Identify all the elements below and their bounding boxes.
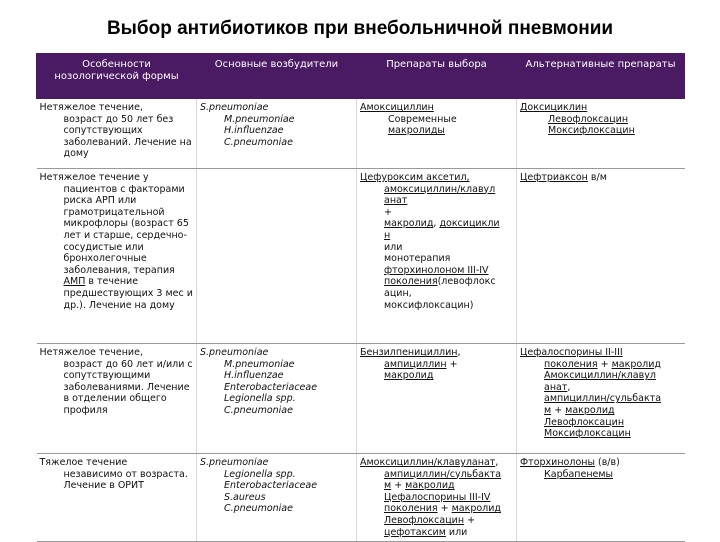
drug-text: (левофлокс: [437, 276, 496, 288]
drug-link[interactable]: м: [384, 480, 392, 492]
drug-link[interactable]: Фторхинолоны: [520, 457, 595, 468]
table-row: [37, 344, 685, 454]
pathogen: M.pneumoniae: [224, 358, 295, 370]
drug-link[interactable]: поколения: [384, 276, 438, 288]
drug-link[interactable]: Левофлоксацин: [548, 113, 629, 125]
drug-link[interactable]: ампициллин: [384, 358, 447, 370]
pathogen: S.pneumoniae: [200, 347, 269, 358]
choice-cell: [357, 99, 517, 169]
antibiotics-table: [36, 53, 685, 542]
drug-link[interactable]: Цефтриаксон: [520, 172, 588, 183]
drug-link[interactable]: макролид: [384, 370, 434, 382]
drug-text: +: [446, 358, 458, 370]
alternative-cell: [517, 454, 685, 542]
drug-link[interactable]: фторхинолоном III-IV: [384, 264, 489, 276]
drug-link[interactable]: поколения: [384, 503, 438, 515]
page-title: Выбор антибиотиков при внебольничной пневмонии: [106, 18, 614, 39]
header-alternative-drugs: Альтернативные препараты: [517, 54, 685, 99]
drug-link[interactable]: амоксициллин/клавул: [384, 183, 496, 195]
pathogen: Enterobacteriaceae: [224, 480, 318, 492]
drug-text: моксифлоксацин): [384, 299, 474, 311]
drug-link[interactable]: ампициллин/сульбакта: [384, 468, 502, 480]
condition-cell: [37, 169, 197, 344]
drug-link[interactable]: Цефалоспорины II-III: [520, 347, 623, 358]
drug-link[interactable]: м: [544, 404, 552, 416]
pathogens-cell: [197, 454, 357, 542]
header-nosological-form: Особенности нозологической формы: [37, 54, 197, 99]
choice-cell: [357, 344, 517, 454]
drug-link[interactable]: Карбапенемы: [544, 468, 614, 480]
alternative-cell: [517, 169, 685, 344]
pathogen: C.pneumoniae: [224, 404, 293, 416]
drug-link[interactable]: цефотаксим: [384, 526, 446, 538]
drug-link[interactable]: макролид: [451, 503, 501, 515]
drug-link[interactable]: Амоксициллин: [360, 102, 434, 113]
pathogens-cell: [197, 99, 357, 169]
condition-cell: [37, 454, 197, 542]
condition-text: пациентов с факторами риска АРП или грамотрицательной микрофлоры (возраст 65 лет и старше, сердечно-сосудистые или бронхолегочные заболевания, терапия: [63, 183, 189, 276]
drug-link[interactable]: Моксифлоксацин: [544, 428, 631, 440]
drug-text: монотерапия: [384, 253, 451, 265]
drug-link[interactable]: макролид: [565, 404, 615, 416]
condition-text: Нетяжелое течение у: [39, 172, 149, 183]
pathogens-cell: [197, 169, 357, 344]
drug-link[interactable]: анат: [384, 195, 408, 207]
drug-text: +: [464, 514, 476, 526]
drug-text: +: [551, 404, 566, 416]
drug-link[interactable]: Доксициклин: [520, 102, 588, 113]
table-header-row: [37, 54, 685, 99]
header-main-pathogens: Основные возбудители: [197, 54, 357, 99]
table-row: [37, 169, 685, 344]
drug-link[interactable]: макролид: [405, 480, 455, 492]
drug-link[interactable]: Бензилпенициллин: [360, 347, 458, 358]
pathogen: Legionella spp.: [224, 468, 296, 480]
drug-text: +: [437, 503, 452, 515]
drug-link[interactable]: Левофлоксацин: [384, 514, 465, 526]
header-drugs-of-choice: Препараты выбора: [357, 54, 517, 99]
drug-text: ,: [495, 457, 499, 468]
pathogen: Legionella spp.: [224, 393, 296, 405]
amp-link[interactable]: АМП: [63, 276, 86, 288]
drug-link[interactable]: н: [384, 229, 391, 241]
drug-link[interactable]: Амоксициллин/клавуланат: [360, 457, 496, 468]
pathogen: S.pneumoniae: [200, 102, 269, 113]
drug-link[interactable]: Левофлоксацин: [544, 416, 625, 428]
alternative-cell: [517, 99, 685, 169]
drug-link[interactable]: Цефалоспорины III-IV: [384, 491, 491, 503]
drug-text: в/м: [587, 172, 607, 183]
pathogen: S.pneumoniae: [200, 457, 269, 468]
pathogen: H.influenzae: [224, 370, 284, 382]
choice-cell: [357, 454, 517, 542]
drug-link[interactable]: Амоксициллин/клавул: [544, 370, 656, 382]
alternative-cell: [517, 344, 685, 454]
condition-text: Нетяжелое течение,: [39, 347, 143, 358]
condition-text: Тяжелое течение: [39, 457, 128, 468]
drug-link[interactable]: поколения: [544, 358, 598, 370]
drug-text: (в/в): [594, 457, 620, 468]
drug-text: Современные: [388, 113, 457, 125]
drug-text: +: [597, 358, 612, 370]
table-row: [37, 454, 685, 542]
drug-link[interactable]: Цефуроксим аксетил,: [360, 172, 470, 183]
drug-text: +: [384, 206, 392, 218]
drug-link[interactable]: Моксифлоксацин: [548, 125, 635, 137]
pathogen: S.aureus: [224, 491, 266, 503]
drug-text: или: [384, 241, 403, 253]
condition-text: возраст до 50 лет без сопутствующих заболеваний. Лечение на дому: [63, 113, 192, 160]
condition-text: независимо от возраста. Лечение в ОРИТ: [63, 468, 188, 492]
pathogen: C.pneumoniae: [224, 503, 293, 515]
drug-link[interactable]: макролиды: [388, 125, 445, 137]
drug-text: или: [445, 526, 468, 538]
condition-text: возраст до 60 лет и/или с сопутствующими заболеваниями. Лечение в отделении общего профиля: [63, 358, 193, 416]
drug-link[interactable]: ампициллин/сульбакта: [544, 393, 662, 405]
drug-text: ,: [457, 347, 461, 358]
pathogen: Enterobacteriaceae: [224, 381, 318, 393]
drug-text: ,: [433, 218, 440, 230]
table-row: [37, 99, 685, 169]
drug-text: ацин,: [384, 287, 412, 299]
drug-link[interactable]: макролид: [384, 218, 434, 230]
pathogen: M.pneumoniae: [224, 113, 295, 125]
drug-link[interactable]: макролид: [611, 358, 661, 370]
condition-cell: [37, 344, 197, 454]
pathogens-cell: [197, 344, 357, 454]
drug-text: ,: [567, 381, 571, 393]
drug-text: +: [391, 480, 406, 492]
pathogen: C.pneumoniae: [224, 136, 293, 148]
pathogen: H.influenzae: [224, 125, 284, 137]
condition-cell: [37, 99, 197, 169]
choice-cell: [357, 169, 517, 344]
condition-text: в течение предшествующих 3 мес и др.). Лечение на дому: [63, 276, 193, 311]
drug-link[interactable]: доксицикли: [439, 218, 500, 230]
condition-text: Нетяжелое течение,: [39, 102, 143, 113]
drug-link[interactable]: анат: [544, 381, 568, 393]
